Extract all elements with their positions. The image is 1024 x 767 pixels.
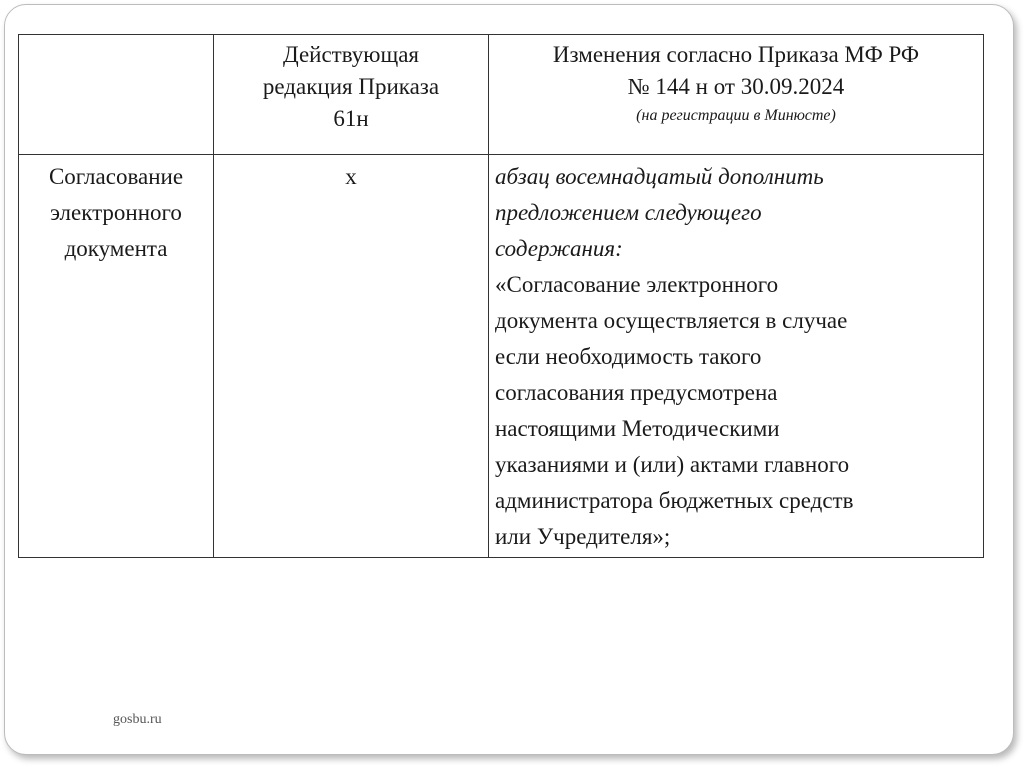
change-line6: указаниями и (или) актами главного <box>495 452 850 477</box>
change-italic-line1: абзац восемнадцатый дополнить <box>495 164 824 189</box>
table-row <box>19 155 984 558</box>
row-name-line1: Согласование <box>48 164 184 189</box>
change-italic-line2: предложением следующего <box>495 200 762 225</box>
header-changes-line2: № 144 н от 30.09.2024 <box>627 74 845 99</box>
change-line5: настоящими Методическими <box>495 416 780 441</box>
comparison-table <box>18 34 984 558</box>
header-current-line1: Действующая <box>282 42 419 67</box>
row-name-line2: электронного <box>50 200 182 225</box>
row-name-cell <box>19 155 214 558</box>
change-line2: документа осуществляется в случае <box>495 308 848 333</box>
row-current-value: х <box>345 164 357 189</box>
header-changes-line1: Изменения согласно Приказа МФ РФ <box>552 42 920 67</box>
row-change-cell <box>489 155 984 558</box>
change-line8: или Учредителя»; <box>495 524 671 549</box>
header-empty-cell <box>19 35 214 155</box>
change-italic-line3: содержания: <box>495 236 623 261</box>
table-header-row <box>19 35 984 155</box>
change-line1: «Согласование электронного <box>495 272 779 297</box>
header-current-line3: 61н <box>333 106 369 131</box>
footer-source: gosbu.ru <box>113 712 162 727</box>
row-name-line3: документа <box>64 236 168 261</box>
change-line4: согласования предусмотрена <box>495 380 778 405</box>
header-changes <box>489 35 984 155</box>
header-current-edition <box>214 35 489 155</box>
header-changes-note: (на регистрации в Минюсте) <box>636 107 836 124</box>
header-current-line2: редакция Приказа <box>262 74 440 99</box>
change-line7: администратора бюджетных средств <box>495 488 854 513</box>
change-line3: если необходимость такого <box>495 344 762 369</box>
row-current-cell <box>214 155 489 558</box>
